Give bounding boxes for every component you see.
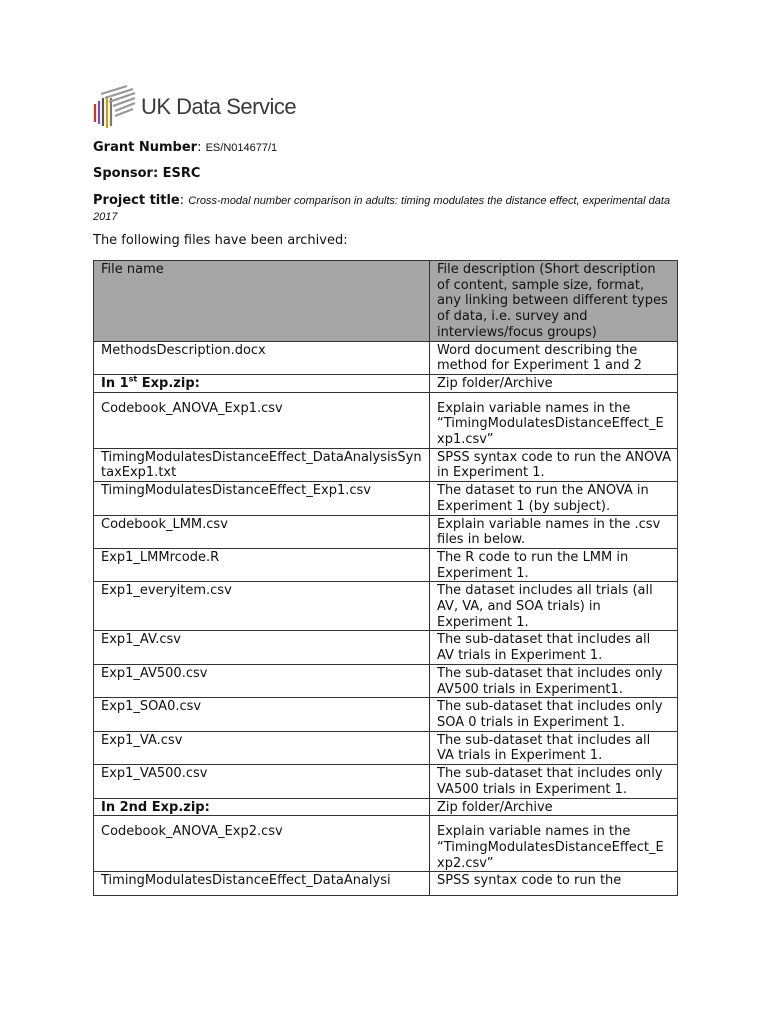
file-description-cell: The dataset includes all trials (all AV, VA, and SOA trials) in Experiment 1. <box>430 582 678 631</box>
file-name-cell: Exp1_VA500.csv <box>94 765 430 798</box>
file-name-cell: Codebook_LMM.csv <box>94 515 430 548</box>
file-description-cell: The sub-dataset that includes only SOA 0 trials in Experiment 1. <box>430 698 678 731</box>
file-name-cell <box>94 374 430 392</box>
table-row <box>94 392 678 448</box>
table-row <box>94 631 678 664</box>
grant-number-value: ES/N014677/1 <box>205 142 278 154</box>
file-description-cell: SPSS syntax code to run the ANOVA in Experiment 1. <box>430 448 678 481</box>
sponsor: Sponsor: ESRC <box>93 166 201 181</box>
table-row <box>94 448 678 481</box>
file-description-cell: Explain variable names in the “TimingModulatesDistanceEffect_Exp2.csv” <box>430 816 678 872</box>
sponsor-value: ESRC <box>162 166 201 181</box>
file-description-cell: Zip folder/Archive <box>430 374 678 392</box>
file-name-cell: Exp1_AV.csv <box>94 631 430 664</box>
project-title: Project title: Cross-modal number comparison in adults: timing modulates the distance effect, experimental data 2017 <box>93 193 671 223</box>
file-name-text-suffix: Exp.zip: <box>137 375 200 391</box>
header-file-name: File name <box>94 261 430 342</box>
file-description-cell: The sub-dataset that includes all VA trials in Experiment 1. <box>430 731 678 764</box>
table-row <box>94 698 678 731</box>
file-name-cell: TimingModulatesDistanceEffect_DataAnalysi <box>94 872 430 896</box>
table-row <box>94 765 678 798</box>
file-description-cell: The sub-dataset that includes all AV trials in Experiment 1. <box>430 631 678 664</box>
project-title-label: Project title <box>93 193 180 208</box>
file-description-cell: The sub-dataset that includes only AV500 trials in Experiment1. <box>430 664 678 697</box>
file-name-cell: Exp1_everyitem.csv <box>94 582 430 631</box>
file-description-cell: The dataset to run the ANOVA in Experiment 1 (by subject). <box>430 482 678 515</box>
table-row <box>94 548 678 581</box>
file-name-cell: Codebook_ANOVA_Exp1.csv <box>94 392 430 448</box>
file-description-cell: SPSS syntax code to run the <box>430 872 678 896</box>
file-description-cell: The R code to run the LMM in Experiment 1. <box>430 548 678 581</box>
table-row <box>94 341 678 374</box>
grant-number-label: Grant Number <box>93 140 198 155</box>
header-file-description: File description (Short description of content, sample size, format, any linking between different types of data, i.e. survey and interviews/focus groups) <box>430 261 678 342</box>
file-name-text: In 1 <box>101 375 129 391</box>
sponsor-label: Sponsor <box>93 166 153 181</box>
project-title-value: Cross-modal number comparison in adults: timing modulates the distance effect, experimental data 2017 <box>93 195 671 223</box>
file-description-cell: Word document describing the method for Experiment 1 and 2 <box>430 341 678 374</box>
file-description-cell: The sub-dataset that includes only VA500 trials in Experiment 1. <box>430 765 678 798</box>
file-name-cell: Exp1_LMMrcode.R <box>94 548 430 581</box>
file-name-cell: Exp1_AV500.csv <box>94 664 430 697</box>
archived-files-table <box>93 260 678 896</box>
table-row <box>94 872 678 896</box>
logo-text: UK Data Service <box>141 94 297 119</box>
file-description-cell: Explain variable names in the “TimingModulatesDistanceEffect_Exp1.csv” <box>430 392 678 448</box>
table-row <box>94 816 678 872</box>
table-row <box>94 664 678 697</box>
table-row <box>94 515 678 548</box>
table-row <box>94 798 678 816</box>
file-name-cell: MethodsDescription.docx <box>94 341 430 374</box>
file-name-cell: TimingModulatesDistanceEffect_Exp1.csv <box>94 482 430 515</box>
grant-number: Grant Number: ES/N014677/1 <box>93 140 278 155</box>
file-name-superscript: st <box>128 374 138 384</box>
uk-data-service-logo <box>93 84 296 130</box>
file-name-cell: In 2nd Exp.zip: <box>94 798 430 816</box>
intro-text: The following files have been archived: <box>93 233 348 248</box>
table-row <box>94 482 678 515</box>
file-name-cell: Exp1_SOA0.csv <box>94 698 430 731</box>
table-row <box>94 374 678 392</box>
table-row <box>94 582 678 631</box>
file-name-cell: Exp1_VA.csv <box>94 731 430 764</box>
table-row <box>94 731 678 764</box>
file-name-cell: TimingModulatesDistanceEffect_DataAnalysisSyntaxExp1.txt <box>94 448 430 481</box>
file-description-cell: Explain variable names in the .csv files in below. <box>430 515 678 548</box>
table-header-row <box>94 261 678 342</box>
file-name-cell: Codebook_ANOVA_Exp2.csv <box>94 816 430 872</box>
file-description-cell: Zip folder/Archive <box>430 798 678 816</box>
uk-data-service-logo-icon <box>93 84 137 130</box>
